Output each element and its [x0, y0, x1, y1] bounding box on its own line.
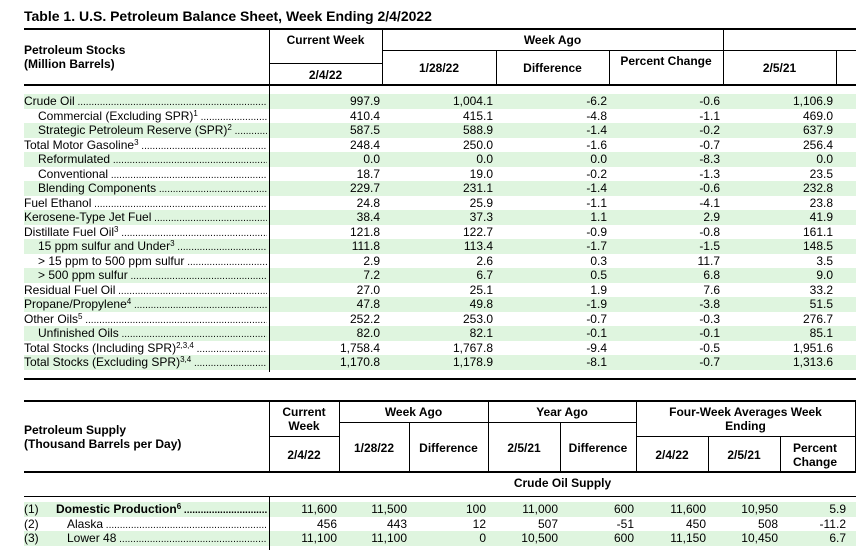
row-value: -6.2	[586, 94, 607, 108]
row-value: 24.8	[356, 195, 380, 210]
row-value: -3.8	[699, 297, 720, 311]
table-row	[24, 502, 856, 517]
row-value: -4.1	[699, 195, 720, 210]
row-value: 450	[685, 516, 706, 531]
row-value: 600	[613, 502, 634, 516]
divider	[723, 50, 856, 51]
row-value: 0.0	[476, 152, 493, 166]
row-value: -1.4	[586, 181, 607, 195]
divider	[723, 30, 724, 85]
row-value: 256.4	[802, 137, 833, 152]
row-value: -51	[616, 516, 634, 531]
row-value: 38.4	[356, 210, 380, 224]
row-value: -1.1	[586, 195, 607, 210]
current-date-header: 2/4/22	[308, 68, 343, 82]
table-row	[24, 210, 856, 225]
row-value: 1,106.9	[792, 94, 833, 108]
row-value: 7.2	[363, 268, 380, 282]
row-value: 248.4	[349, 137, 380, 152]
table-row	[24, 341, 856, 356]
row-value: 1,170.8	[339, 355, 380, 369]
row-label: Kerosene-Type Jet Fuel .....	[24, 210, 267, 225]
supply-header-rule	[24, 471, 856, 473]
row-value: 5.9	[829, 502, 846, 516]
table-row	[24, 239, 856, 254]
row-value: 507	[537, 516, 558, 531]
row-value: 10,950	[741, 502, 778, 516]
divider	[382, 50, 723, 51]
table-title: Table 1. U.S. Petroleum Balance Sheet, Week Ending 2/4/2022	[24, 8, 432, 24]
row-value: -1.1	[699, 108, 720, 123]
row-label: Other Oils$^5$ .....	[24, 312, 267, 327]
supply-week-ago-date-header: 1/28/22	[353, 441, 395, 455]
row-value: 19.0	[469, 166, 493, 181]
table-row	[24, 196, 856, 211]
row-value: -0.8	[699, 224, 720, 239]
row-label: Distillate Fuel Oil$^3$ .....	[24, 225, 267, 240]
row-value: 276.7	[802, 311, 833, 326]
row-value: 600	[613, 531, 634, 545]
row-label: Domestic Production$^6$ .....	[56, 502, 267, 517]
row-value: 1,004.1	[452, 94, 493, 108]
row-value: 10,500	[521, 531, 558, 545]
table-row	[24, 326, 856, 341]
difference-header: Difference	[523, 61, 582, 75]
supply-year-difference-header: Difference	[568, 441, 628, 455]
row-value: -0.7	[699, 355, 720, 369]
table-row	[24, 123, 856, 138]
row-value: 0.0	[816, 152, 833, 166]
row-value: -1.6	[586, 137, 607, 152]
row-value: 11,150	[670, 531, 706, 545]
row-value: 1,767.8	[452, 340, 493, 355]
row-value: -0.7	[699, 137, 720, 152]
row-value: -4.8	[586, 108, 607, 123]
table-row	[24, 297, 856, 312]
row-value: 0.5	[590, 268, 607, 282]
row-value: -0.6	[699, 181, 720, 195]
row-value: 100	[465, 502, 486, 516]
row-value: 18.7	[356, 166, 380, 181]
row-label: Total Motor Gasoline$^3$ .....	[24, 138, 267, 153]
row-value: -9.4	[586, 340, 607, 355]
row-label: Conventional .....	[38, 167, 267, 182]
row-value: 41.9	[809, 210, 833, 224]
row-value: -1.7	[586, 239, 607, 253]
row-value: 587.5	[349, 123, 380, 137]
row-value: 113.4	[463, 239, 493, 253]
row-value: 997.9	[349, 94, 380, 108]
row-value: 12	[472, 516, 486, 531]
four-week-header: Four-Week Averages Week Ending	[669, 405, 822, 433]
row-value: -8.1	[586, 355, 607, 369]
table-row	[24, 268, 856, 283]
divider	[269, 86, 270, 372]
current-week-header: Current Week	[286, 33, 365, 47]
row-value: 456	[316, 516, 337, 531]
divider	[339, 422, 636, 423]
divider	[269, 63, 382, 64]
row-label: Reformulated .....	[38, 152, 267, 167]
four-week-date1-header: 2/4/22	[655, 448, 689, 462]
divider	[269, 496, 270, 550]
row-value: 0.0	[363, 152, 380, 166]
table-row	[24, 109, 856, 124]
header-rule	[24, 84, 856, 86]
row-value: 51.5	[809, 297, 833, 311]
row-value: 253.0	[462, 311, 493, 326]
table-row	[24, 254, 856, 269]
supply-top-rule	[24, 400, 856, 402]
row-label: 15 ppm sulfur and Under$^3$ .....	[38, 239, 267, 254]
table-row	[24, 312, 856, 327]
row-value: 1,951.6	[792, 340, 833, 355]
row-value: 2.6	[476, 253, 493, 268]
row-value: 161.1	[802, 224, 833, 239]
supply-current-week-header: Current Week	[282, 405, 326, 433]
year-ago-date-header: 2/5/21	[762, 61, 797, 75]
row-value: 6.7	[829, 531, 846, 545]
row-value: 229.7	[349, 181, 380, 195]
row-value: 415.1	[462, 108, 493, 123]
row-value: 148.5	[802, 239, 833, 253]
table-row	[24, 355, 856, 370]
row-number: (1)	[24, 502, 39, 516]
table-row	[24, 167, 856, 182]
row-value: 23.8	[809, 195, 833, 210]
row-value: 588.9	[462, 123, 493, 137]
row-value: 6.8	[703, 268, 720, 282]
stocks-label: Petroleum Stocks (Million Barrels)	[24, 43, 126, 71]
row-value: 443	[386, 516, 407, 531]
supply-year-ago-header: Year Ago	[536, 405, 588, 419]
row-value: -1.9	[586, 297, 607, 311]
row-value: 1.9	[590, 282, 607, 297]
row-value: 37.3	[469, 210, 493, 224]
row-value: 10,450	[741, 531, 778, 545]
divider	[269, 436, 339, 437]
supply-label: Petroleum Supply (Thousand Barrels per Day)	[24, 423, 182, 451]
row-value: 232.8	[802, 181, 833, 195]
row-value: 25.1	[469, 282, 493, 297]
row-value: 33.2	[809, 282, 833, 297]
row-value: 11,600	[301, 502, 337, 516]
divider	[636, 436, 855, 437]
divider	[836, 50, 837, 85]
crude-oil-supply-title: Crude Oil Supply	[513, 476, 612, 490]
row-label: > 15 ppm to 500 ppm sulfur .....	[38, 254, 267, 269]
table-row	[24, 138, 856, 153]
table-row	[24, 283, 856, 298]
table-row	[24, 225, 856, 240]
row-value: -0.5	[699, 340, 720, 355]
row-value: -0.2	[699, 123, 720, 137]
table-row	[24, 531, 856, 546]
row-value: 11,100	[301, 531, 337, 545]
row-value: 252.2	[349, 311, 380, 326]
row-value: 85.1	[809, 326, 833, 340]
row-label: > 500 ppm sulfur .....	[38, 268, 267, 283]
row-value: 2.9	[363, 253, 380, 268]
row-value: 49.8	[469, 297, 493, 311]
row-label: Lower 48 .....	[67, 531, 267, 546]
row-value: -11.2	[819, 516, 846, 531]
divider	[24, 496, 856, 497]
row-value: 9.0	[816, 268, 833, 282]
row-value: 23.5	[809, 166, 833, 181]
row-value: 27.0	[356, 282, 380, 297]
row-label: Unfinished Oils .....	[38, 326, 267, 341]
top-rule	[24, 28, 856, 30]
row-value: 0.0	[590, 152, 607, 166]
supply-week-ago-header: Week Ago	[384, 405, 443, 419]
row-value: 469.0	[802, 108, 833, 123]
row-value: 121.8	[349, 224, 380, 239]
row-value: 11.7	[697, 253, 720, 268]
row-label: Crude Oil .....	[24, 94, 267, 109]
row-value: 250.0	[462, 137, 493, 152]
row-value: 11,500	[371, 502, 407, 516]
row-value: 11,100	[371, 531, 407, 545]
row-value: 508	[757, 516, 778, 531]
supply-current-date-header: 2/4/22	[287, 448, 321, 462]
four-week-percent-header: Percent Change	[792, 441, 838, 469]
row-value: -0.7	[586, 311, 607, 326]
row-value: 7.6	[703, 282, 720, 297]
row-label: Strategic Petroleum Reserve (SPR)$^2$ .....	[38, 123, 267, 138]
row-value: 25.9	[469, 195, 493, 210]
row-value: 82.1	[469, 326, 493, 340]
supply-difference-header: Difference	[419, 441, 478, 455]
row-label: Total Stocks (Including SPR)$^{2,3,4}$ .....	[24, 341, 267, 356]
table-row	[24, 181, 856, 196]
row-value: 1,178.9	[452, 355, 493, 369]
four-week-date2-header: 2/5/21	[727, 448, 761, 462]
row-value: -0.1	[586, 326, 607, 340]
table-row	[24, 152, 856, 167]
percent-change-header: Percent Change	[620, 54, 712, 68]
row-label: Total Stocks (Excluding SPR)$^{3,4}$ .....	[24, 355, 267, 370]
row-value: 1.1	[590, 210, 607, 224]
table-row	[24, 94, 856, 109]
row-value: -0.2	[586, 166, 607, 181]
row-value: 1,313.6	[792, 355, 833, 369]
week-ago-header: Week Ago	[523, 33, 582, 47]
row-value: 0	[479, 531, 486, 545]
section-rule	[24, 378, 856, 380]
row-value: 82.0	[356, 326, 380, 340]
row-value: -0.1	[699, 326, 720, 340]
row-value: 231.1	[462, 181, 493, 195]
row-number: (2)	[24, 516, 39, 531]
row-value: 11,600	[670, 502, 706, 516]
row-label: Commercial (Excluding SPR)$^1$ .....	[38, 109, 267, 124]
row-value: 2.9	[703, 210, 720, 224]
row-value: 0.3	[590, 253, 607, 268]
row-label: Propane/Propylene$^4$ .....	[24, 297, 267, 312]
row-value: -1.3	[699, 166, 720, 181]
row-label: Residual Fuel Oil .....	[24, 283, 267, 298]
row-value: 47.8	[356, 297, 380, 311]
row-value: -0.3	[699, 311, 720, 326]
week-ago-date-header: 1/28/22	[418, 61, 460, 75]
row-value: -0.9	[586, 224, 607, 239]
row-value: -1.5	[699, 239, 720, 253]
supply-year-ago-date-header: 2/5/21	[507, 441, 541, 455]
row-value: 6.7	[476, 268, 493, 282]
row-value: 1,758.4	[339, 340, 380, 355]
row-value: 11,000	[522, 502, 558, 516]
row-value: -1.4	[586, 123, 607, 137]
row-value: 637.9	[802, 123, 833, 137]
row-value: 410.4	[349, 108, 380, 123]
table-row	[24, 517, 856, 532]
row-value: 122.7	[462, 224, 493, 239]
row-label: Fuel Ethanol .....	[24, 196, 267, 211]
row-number: (3)	[24, 531, 39, 545]
row-value: -0.6	[699, 94, 720, 108]
row-label: Blending Components .....	[38, 181, 267, 196]
row-label: Alaska .....	[67, 517, 267, 532]
row-value: -8.3	[699, 152, 720, 166]
row-value: 3.5	[816, 253, 833, 268]
row-value: 111.8	[351, 239, 380, 253]
